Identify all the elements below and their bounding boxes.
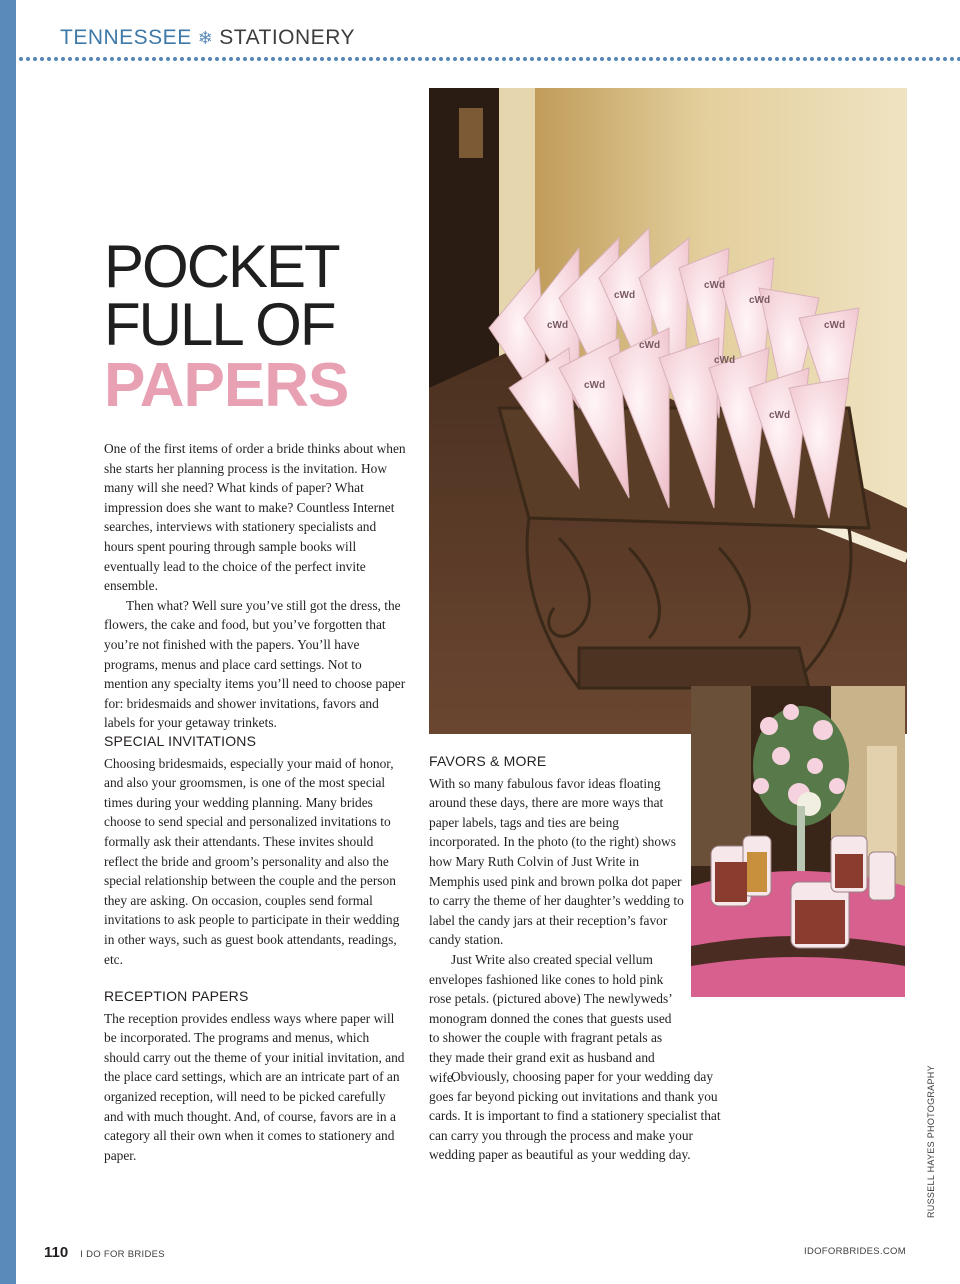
section-label-right: STATIONERY (219, 26, 355, 49)
website-link[interactable]: IDOFORBRIDES.COM (804, 1246, 906, 1257)
cone-monogram: cWd (584, 380, 606, 391)
favors-closing (429, 1067, 735, 1165)
intro-paragraph-1: One of the first items of order a bride thinks about when she starts her planning process is the invitation. How many will she need? What kinds of paper? What impression does she want to make? Countless Internet searches, interviews with stationery specialists and hours spent pouring through sample books will eventually lead to the choice of the perfect invite ensemble. (104, 441, 406, 594)
favors-paragraph-1: With so many fabulous favor ideas floating around these days, there are more ways that paper labels, tags and ties are being incorporated. In the photo (to the right) shows how Mary Ruth Colvin of Just Write in Memphis used pink and brown polka dot paper to carry the theme of her daughter’s wedding to label the candy jars at their reception’s favor candy station. (429, 775, 684, 948)
title-line-2: FULL OF (104, 291, 335, 358)
photo-credit: RUSSELL HAYES PHOTOGRAPHY (926, 1065, 936, 1218)
special-invitations-section (104, 732, 408, 969)
intro-paragraph-2: Then what? Well sure you’ve still got the dress, the flowers, the cake and food, but you’ve forgotten that you’re not finished with the papers. You’ll have programs, menus and place card settings. Not to mention any specialty items you’ll need to choose paper for: bridesmaids and shower invitations, favors and labels for your getaway trinkets. (104, 597, 406, 731)
photo-candy-station (691, 686, 905, 997)
dotted-divider (18, 56, 960, 62)
special-invitations-body: Choosing bridesmaids, especially your maid of honor, and also your groomsmen, is one of the most special times during your wedding planning. Many brides choose to send special and personalized invitations to formally ask their attendants. These invites should reflect the bride and groom’s personality and also the special relationship between the couple and the person they are asking. On occasion, couples send formal invitations to ask people to participate in their wedding in other ways, such as guest book attendants, readings, etc. (104, 755, 400, 967)
cone-monogram: cWd (749, 295, 771, 306)
reception-papers-body: The reception provides endless ways where paper will be incorporated. The programs and menus, which should carry out the theme of your initial invitation, and the place card settings, which are an intricate part of an organized reception, will need to be picked carefully and with much thought. And, of course, favors are in a category all their own when it comes to stationery and paper. (104, 1010, 405, 1163)
snowflake-icon: ❄ (197, 28, 214, 48)
reception-papers-section (104, 987, 408, 1165)
magazine-name: I DO FOR BRIDES (80, 1249, 165, 1260)
reception-papers-heading: RECEPTION PAPERS (104, 988, 249, 1004)
special-invitations-heading: SPECIAL INVITATIONS (104, 733, 257, 749)
cone-monogram: cWd (639, 340, 661, 351)
intro-text (104, 439, 408, 733)
cone-monogram: cWd (824, 320, 846, 331)
favors-more-heading: FAVORS & MORE (429, 753, 547, 769)
page-number: 110 (44, 1244, 69, 1261)
photo-petal-cones (429, 88, 907, 734)
cone-monogram: cWd (547, 320, 569, 331)
cone-monogram: cWd (769, 410, 791, 421)
article-title (104, 233, 349, 420)
favors-more-section (429, 752, 687, 1087)
section-label-left: TENNESSEE (60, 26, 192, 49)
footer-left (44, 1244, 165, 1262)
favors-paragraph-3: Obviously, choosing paper for your wedding day goes far beyond picking out invitations and thank you cards. It is important to find a stationery specialist that can carry you through the process and make your wedding paper as beautiful as your wedding day. (429, 1069, 721, 1163)
left-color-bar (0, 0, 16, 1284)
section-header (60, 26, 355, 50)
cone-monogram: cWd (704, 280, 726, 291)
cone-monogram: cWd (714, 355, 736, 366)
title-line-1: POCKET (104, 233, 339, 300)
favors-paragraph-2: Just Write also created special vellum envelopes fashioned like cones to hold pink rose petals. (pictured above) The newlyweds’ monogram donned the cones that guests used to shower the couple with fragrant petals as they made their grand exit as husband and wife. (429, 951, 672, 1085)
title-line-3: PAPERS (104, 351, 349, 420)
cone-monogram: cWd (614, 290, 636, 301)
